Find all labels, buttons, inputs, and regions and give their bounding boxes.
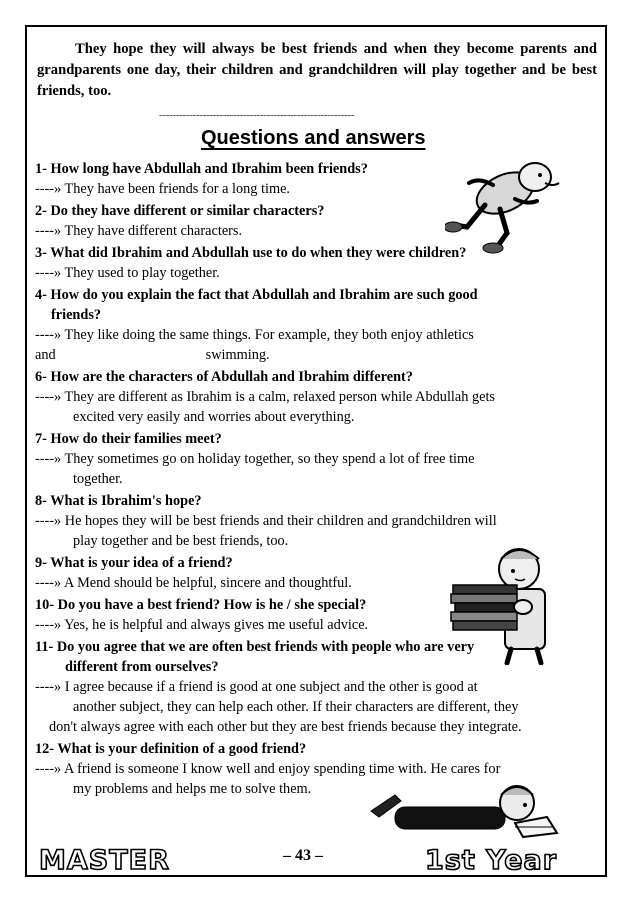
answer-continued: together. [73, 471, 123, 487]
question: 8- What is Ibrahim's hope? [35, 493, 202, 509]
question: 2- Do they have different or similar characters? [35, 203, 325, 219]
intro-text: They hope they will always be best friends and when they become parents and grandparents one day, their children and grandchildren will play together and be best friends, too. [37, 41, 597, 99]
running-cartoon-icon [445, 155, 567, 255]
question-continued: different from ourselves? [65, 659, 219, 675]
question: 10- Do you have a best friend? How is he / she special? [35, 597, 367, 613]
question-continued: friends? [51, 307, 102, 323]
answer: ----» A friend is someone I know well and enjoy spending time with. He cares for [35, 761, 501, 777]
question: 6- How are the characters of Abdullah and Ibrahim different? [35, 369, 413, 385]
question: 7- How do their families meet? [35, 431, 222, 447]
answer: ----» I agree because if a friend is good at one subject and the other is good at [35, 679, 478, 695]
answer: ----» They have different characters. [35, 223, 243, 239]
footer-left-title: MASTER [39, 845, 170, 876]
question: 4- How do you explain the fact that Abdullah and Ibrahim are such good [35, 287, 478, 303]
dashed-divider: ---------------------------------------------------------- [159, 109, 355, 121]
question: 3- What did Ibrahim and Abdullah use to do when they were children? [35, 245, 467, 261]
answer: ----» They sometimes go on holiday together, so they spend a lot of free time [35, 451, 475, 467]
answer: ----» They have been friends for a long time. [35, 181, 290, 197]
page-number: – 43 – [283, 847, 323, 864]
footer-right-title: 1st Year [425, 845, 558, 876]
answer-continued: another subject, they can help each other. If their characters are different, they [73, 699, 519, 715]
page-footer [27, 845, 605, 879]
answer: ----» Yes, he is helpful and always gives me useful advice. [35, 617, 369, 633]
answer-continued: don't always agree with each other but they are best friends because they integrate. [49, 719, 522, 735]
answer: ----» He hopes they will be best friends and their children and grandchildren will [35, 513, 497, 529]
answer-word: swimming. [205, 347, 270, 363]
intro-paragraph [37, 39, 597, 102]
boy-carrying-books-icon [445, 545, 575, 665]
document-page [25, 25, 607, 877]
answer: ----» A Mend should be helpful, sincere and thoughtful. [35, 575, 352, 591]
boy-lying-reading-icon [365, 777, 565, 843]
answer-continued: excited very easily and worries about everything. [73, 409, 355, 425]
question: 1- How long have Abdullah and Ibrahim been friends? [35, 161, 368, 177]
section-heading: Questions and answers [201, 127, 426, 149]
question: 12- What is your definition of a good friend? [35, 741, 307, 757]
answer: ----» They used to play together. [35, 265, 220, 281]
question: 11- Do you agree that we are often best friends with people who are very [35, 639, 475, 655]
answer: ----» They like doing the same things. For example, they both enjoy athletics [35, 327, 474, 343]
answer: ----» They are different as Ibrahim is a calm, relaxed person while Abdullah gets [35, 389, 495, 405]
question: 9- What is your idea of a friend? [35, 555, 233, 571]
answer-word: and [35, 347, 56, 363]
answer-continued: my problems and helps me to solve them. [73, 781, 312, 797]
answer-continued [35, 345, 595, 365]
answer-continued: play together and be best friends, too. [73, 533, 289, 549]
